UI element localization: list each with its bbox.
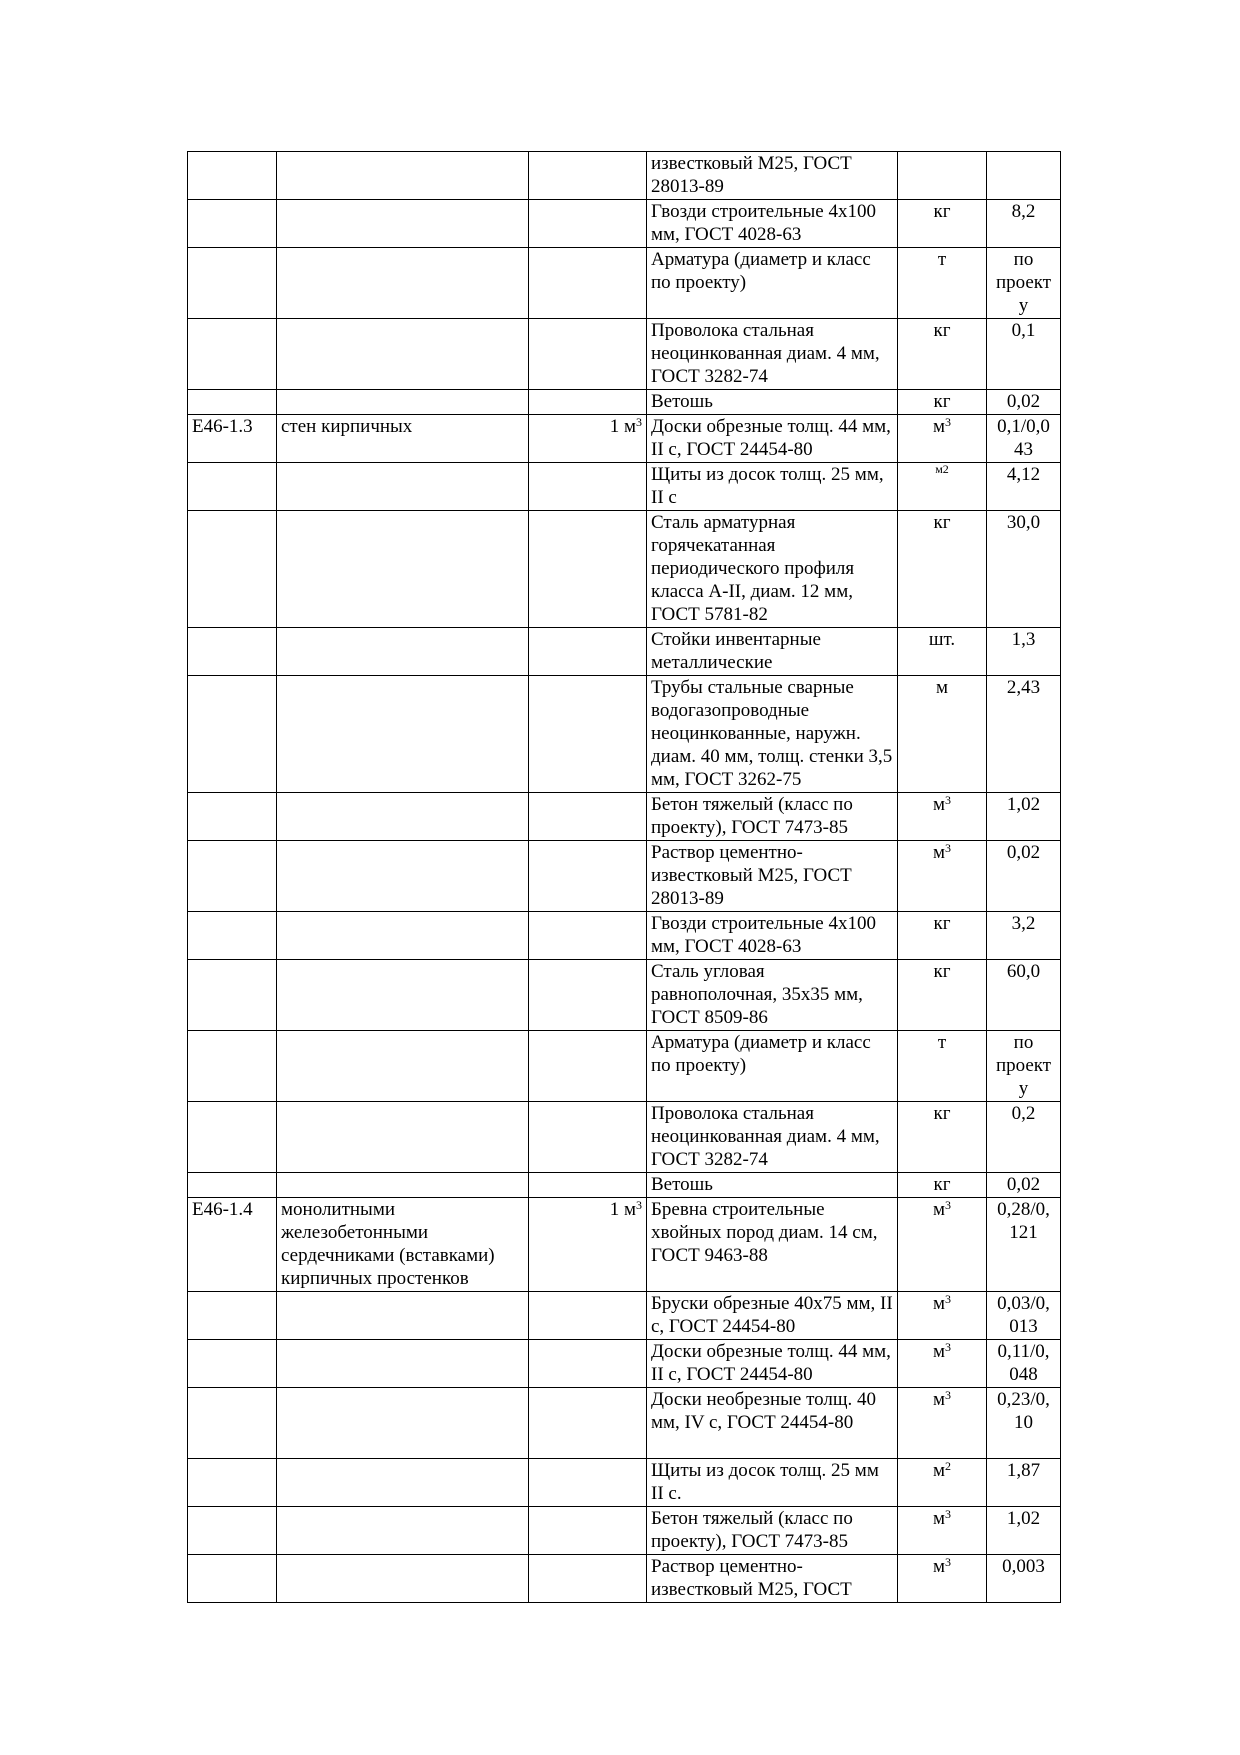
cell-measure [529, 960, 647, 1031]
cell-unit [898, 1507, 987, 1555]
material-text: Доски обрезные толщ. 44 мм, II с, ГОСТ 24454-80 [651, 416, 891, 460]
table-row [188, 152, 1061, 200]
quantity-text: по проект у [995, 1032, 1052, 1099]
material-text: Бетон тяжелый (класс по проекту), ГОСТ 7473-85 [651, 794, 853, 838]
unit-text: м [932, 842, 946, 863]
cell-material [647, 676, 898, 793]
table-row [188, 960, 1061, 1031]
cell-measure [529, 1198, 647, 1292]
cell-quantity [987, 841, 1061, 912]
quantity-text: 0,003 [1002, 1556, 1045, 1577]
cell-quantity [987, 960, 1061, 1031]
quantity-text: 0,23/0, 10 [997, 1389, 1050, 1433]
quantity-text: 0,11/0, 048 [997, 1341, 1050, 1385]
cell-code [188, 793, 277, 841]
materials-table-body [188, 152, 1061, 1603]
unit-text: м [932, 1389, 946, 1410]
cell-measure [529, 628, 647, 676]
unit-text: шт. [928, 629, 956, 650]
cell-work-name [277, 415, 529, 463]
quantity-text: по проект у [995, 249, 1052, 316]
material-text: Проволока стальная неоцинкованная диам. 4 мм, ГОСТ 3282-74 [651, 320, 880, 387]
cell-measure [529, 319, 647, 390]
measure-exponent: 3 [636, 1198, 642, 1212]
cell-unit [898, 248, 987, 319]
quantity-text: 4,12 [1006, 464, 1041, 485]
cell-code [188, 912, 277, 960]
cell-work-name [277, 1388, 529, 1459]
unit-exponent: 3 [945, 1555, 952, 1569]
table-row [188, 1459, 1061, 1507]
unit-exponent: 3 [945, 1388, 952, 1402]
unit-text: кг [933, 1103, 951, 1124]
cell-work-name [277, 200, 529, 248]
cell-code [188, 319, 277, 390]
quantity-text: 60,0 [1006, 961, 1041, 982]
cell-work-name [277, 1198, 529, 1292]
material-text: Щиты из досок толщ. 25 мм, II с [651, 464, 884, 508]
cell-quantity [987, 1555, 1061, 1603]
unit-text: м [932, 1556, 946, 1577]
cell-unit [898, 1388, 987, 1459]
material-text: Бетон тяжелый (класс по проекту), ГОСТ 7473-85 [651, 1508, 853, 1552]
cell-work-name [277, 1173, 529, 1198]
cell-unit [898, 1198, 987, 1292]
cell-quantity [987, 1459, 1061, 1507]
cell-quantity [987, 390, 1061, 415]
table-row [188, 463, 1061, 511]
cell-unit [898, 1340, 987, 1388]
table-row [188, 793, 1061, 841]
quantity-text: 0,1 [1011, 320, 1036, 341]
cell-unit [898, 1555, 987, 1603]
unit-exponent: 3 [945, 1198, 952, 1212]
cell-code [188, 1292, 277, 1340]
unit-exponent: 3 [945, 841, 952, 855]
table-row [188, 1340, 1061, 1388]
unit-text: м [932, 416, 946, 437]
material-text: Трубы стальные сварные водогазопроводные неоцинкованные, наружн. диам. 40 мм, толщ. стенки 3,5 мм, ГОСТ 3262-75 [651, 677, 893, 790]
cell-material [647, 1173, 898, 1198]
cell-unit [898, 463, 987, 511]
cell-unit [898, 390, 987, 415]
material-text: Арматура (диаметр и класс по проекту) [651, 249, 871, 293]
unit-exponent: 3 [945, 415, 952, 429]
cell-unit [898, 1292, 987, 1340]
cell-unit [898, 628, 987, 676]
cell-work-name [277, 1459, 529, 1507]
table-row [188, 1507, 1061, 1555]
cell-measure [529, 1340, 647, 1388]
cell-unit [898, 415, 987, 463]
cell-quantity [987, 1507, 1061, 1555]
material-text: Ветошь [651, 391, 713, 412]
cell-code [188, 628, 277, 676]
material-text: Сталь угловая равнополочная, 35х35 мм, ГОСТ 8509-86 [651, 961, 863, 1028]
cell-work-name [277, 1102, 529, 1173]
cell-material [647, 200, 898, 248]
quantity-text: 1,02 [1006, 1508, 1041, 1529]
cell-work-name [277, 390, 529, 415]
cell-measure [529, 1388, 647, 1459]
unit-text: м [932, 1460, 946, 1481]
cell-measure [529, 1102, 647, 1173]
cell-code [188, 415, 277, 463]
cell-quantity [987, 912, 1061, 960]
cell-material [647, 463, 898, 511]
cell-quantity [987, 793, 1061, 841]
material-text: Бревна строительные хвойных пород диам. 14 см, ГОСТ 9463-88 [651, 1199, 878, 1266]
material-text: Доски обрезные толщ. 44 мм, II с, ГОСТ 24454-80 [651, 1341, 891, 1385]
cell-material [647, 152, 898, 200]
measure-text: 1 м [609, 416, 636, 437]
quantity-text: 0,02 [1006, 391, 1041, 412]
cell-unit [898, 841, 987, 912]
quantity-text: 8,2 [1011, 201, 1036, 222]
cell-measure [529, 1555, 647, 1603]
cell-code [188, 1102, 277, 1173]
table-row [188, 1173, 1061, 1198]
cell-work-name [277, 463, 529, 511]
quantity-text: 1,87 [1006, 1460, 1041, 1481]
unit-text: т [937, 1032, 947, 1053]
cell-work-name [277, 1507, 529, 1555]
cell-quantity [987, 463, 1061, 511]
cell-code [188, 463, 277, 511]
cell-code [188, 1340, 277, 1388]
cell-work-name [277, 628, 529, 676]
quantity-text: 1,02 [1006, 794, 1041, 815]
materials-table [187, 151, 1061, 1603]
cell-quantity [987, 1031, 1061, 1102]
cell-unit [898, 1102, 987, 1173]
cell-quantity [987, 1198, 1061, 1292]
unit-text: кг [933, 961, 951, 982]
table-row [188, 200, 1061, 248]
cell-unit [898, 511, 987, 628]
cell-code [188, 1507, 277, 1555]
material-text: Щиты из досок толщ. 25 мм II с. [651, 1460, 879, 1504]
cell-work-name [277, 1031, 529, 1102]
unit-text: м [932, 1293, 946, 1314]
material-text: Доски необрезные толщ. 40 мм, IV с, ГОСТ 24454-80 [651, 1389, 876, 1433]
material-text: Гвозди строительные 4х100 мм, ГОСТ 4028-63 [651, 201, 876, 245]
cell-code [188, 841, 277, 912]
unit-text: м [935, 677, 949, 698]
cell-code [188, 1388, 277, 1459]
cell-measure [529, 841, 647, 912]
unit-text: кг [933, 320, 951, 341]
cell-work-name [277, 1292, 529, 1340]
quantity-text: 3,2 [1011, 913, 1036, 934]
unit-text: кг [933, 391, 951, 412]
table-row [188, 628, 1061, 676]
cell-unit [898, 1173, 987, 1198]
cell-quantity [987, 319, 1061, 390]
cell-quantity [987, 1292, 1061, 1340]
cell-quantity [987, 1340, 1061, 1388]
table-row [188, 676, 1061, 793]
cell-work-name [277, 511, 529, 628]
quantity-text: 2,43 [1006, 677, 1041, 698]
cell-measure [529, 415, 647, 463]
cell-material [647, 1198, 898, 1292]
cell-material [647, 511, 898, 628]
cell-material [647, 841, 898, 912]
cell-measure [529, 152, 647, 200]
cell-work-name [277, 793, 529, 841]
cell-work-name [277, 152, 529, 200]
cell-measure [529, 1507, 647, 1555]
unit-text: м [932, 794, 946, 815]
material-text: Ветошь [651, 1174, 713, 1195]
cell-code [188, 1459, 277, 1507]
cell-code [188, 1198, 277, 1292]
cell-work-name [277, 960, 529, 1031]
cell-material [647, 248, 898, 319]
unit-text: кг [933, 913, 951, 934]
cell-code [188, 676, 277, 793]
unit-exponent: 3 [945, 793, 952, 807]
cell-measure [529, 1459, 647, 1507]
work-name-text: монолитными железобетонными сердечниками (вставками) кирпичных простенков [281, 1199, 495, 1289]
quantity-text: 0,28/0, 121 [997, 1199, 1050, 1243]
material-text: известковый М25, ГОСТ 28013-89 [651, 153, 852, 197]
cell-unit [898, 319, 987, 390]
cell-quantity [987, 1388, 1061, 1459]
cell-code [188, 390, 277, 415]
cell-material [647, 1388, 898, 1459]
cell-quantity [987, 248, 1061, 319]
cell-unit [898, 200, 987, 248]
cell-material [647, 390, 898, 415]
quantity-text: 0,03/0, 013 [997, 1293, 1050, 1337]
cell-unit [898, 676, 987, 793]
table-row [188, 511, 1061, 628]
cell-quantity [987, 628, 1061, 676]
material-text: Гвозди строительные 4х100 мм, ГОСТ 4028-63 [651, 913, 876, 957]
cell-material [647, 1292, 898, 1340]
cell-quantity [987, 676, 1061, 793]
table-row [188, 1388, 1061, 1459]
cell-work-name [277, 248, 529, 319]
cell-quantity [987, 200, 1061, 248]
cell-quantity [987, 152, 1061, 200]
unit-text: кг [933, 512, 951, 533]
table-row [188, 1555, 1061, 1603]
table-row [188, 1198, 1061, 1292]
unit-text: м [932, 1508, 946, 1529]
code-text: Е46-1.4 [192, 1199, 253, 1220]
cell-quantity [987, 511, 1061, 628]
table-row [188, 415, 1061, 463]
cell-measure [529, 390, 647, 415]
material-text: Бруски обрезные 40х75 мм, II с, ГОСТ 24454-80 [651, 1293, 893, 1337]
cell-work-name [277, 1340, 529, 1388]
measure-text: 1 м [609, 1199, 636, 1220]
material-text: Раствор цементно-известковый М25, ГОСТ 28013-89 [651, 842, 852, 909]
cell-material [647, 1555, 898, 1603]
cell-material [647, 793, 898, 841]
material-text: Арматура (диаметр и класс по проекту) [651, 1032, 871, 1076]
cell-measure [529, 1292, 647, 1340]
table-row [188, 319, 1061, 390]
unit-text: м2 [935, 462, 949, 476]
material-text: Проволока стальная неоцинкованная диам. 4 мм, ГОСТ 3282-74 [651, 1103, 880, 1170]
unit-exponent: 2 [945, 1459, 952, 1473]
cell-unit [898, 152, 987, 200]
cell-code [188, 511, 277, 628]
cell-work-name [277, 1555, 529, 1603]
quantity-text: 0,2 [1011, 1103, 1036, 1124]
cell-unit [898, 1459, 987, 1507]
unit-text: т [937, 249, 947, 270]
material-text: Стойки инвентарные металлические [651, 629, 821, 673]
cell-unit [898, 1031, 987, 1102]
table-row [188, 841, 1061, 912]
quantity-text: 0,02 [1006, 1174, 1041, 1195]
cell-code [188, 200, 277, 248]
cell-work-name [277, 841, 529, 912]
cell-material [647, 319, 898, 390]
cell-measure [529, 793, 647, 841]
cell-code [188, 960, 277, 1031]
cell-material [647, 1459, 898, 1507]
cell-material [647, 912, 898, 960]
unit-exponent: 3 [945, 1507, 952, 1521]
cell-material [647, 628, 898, 676]
material-text: Сталь арматурная горячекатанная периодического профиля класса А-II, диам. 12 мм, ГОСТ 5781-82 [651, 512, 855, 625]
table-row [188, 1102, 1061, 1173]
table-row [188, 1292, 1061, 1340]
cell-measure [529, 248, 647, 319]
cell-code [188, 1555, 277, 1603]
work-name-text: стен кирпичных [281, 416, 413, 437]
cell-measure [529, 200, 647, 248]
cell-measure [529, 511, 647, 628]
cell-code [188, 1031, 277, 1102]
cell-measure [529, 912, 647, 960]
unit-text: м [932, 1341, 946, 1362]
material-text: Раствор цементно-известковый М25, ГОСТ [651, 1556, 852, 1600]
table-row [188, 1031, 1061, 1102]
cell-measure [529, 676, 647, 793]
cell-unit [898, 793, 987, 841]
cell-code [188, 1173, 277, 1198]
unit-exponent: 3 [945, 1340, 952, 1354]
cell-material [647, 960, 898, 1031]
cell-material [647, 1507, 898, 1555]
cell-material [647, 415, 898, 463]
cell-quantity [987, 415, 1061, 463]
code-text: Е46-1.3 [192, 416, 253, 437]
unit-exponent: 3 [945, 1292, 952, 1306]
measure-exponent: 3 [636, 415, 642, 429]
quantity-text: 0,1/0,0 43 [997, 416, 1050, 460]
cell-measure [529, 1031, 647, 1102]
cell-measure [529, 1173, 647, 1198]
quantity-text: 30,0 [1006, 512, 1041, 533]
unit-text: кг [933, 201, 951, 222]
cell-material [647, 1031, 898, 1102]
cell-quantity [987, 1173, 1061, 1198]
unit-text: м [932, 1199, 946, 1220]
cell-unit [898, 912, 987, 960]
cell-code [188, 152, 277, 200]
unit-text: кг [933, 1174, 951, 1195]
table-row [188, 390, 1061, 415]
cell-quantity [987, 1102, 1061, 1173]
quantity-text: 0,02 [1006, 842, 1041, 863]
cell-material [647, 1340, 898, 1388]
cell-material [647, 1102, 898, 1173]
cell-work-name [277, 676, 529, 793]
table-row [188, 248, 1061, 319]
cell-unit [898, 960, 987, 1031]
quantity-text: 1,3 [1011, 629, 1036, 650]
cell-work-name [277, 319, 529, 390]
cell-work-name [277, 912, 529, 960]
cell-measure [529, 463, 647, 511]
cell-code [188, 248, 277, 319]
table-row [188, 912, 1061, 960]
